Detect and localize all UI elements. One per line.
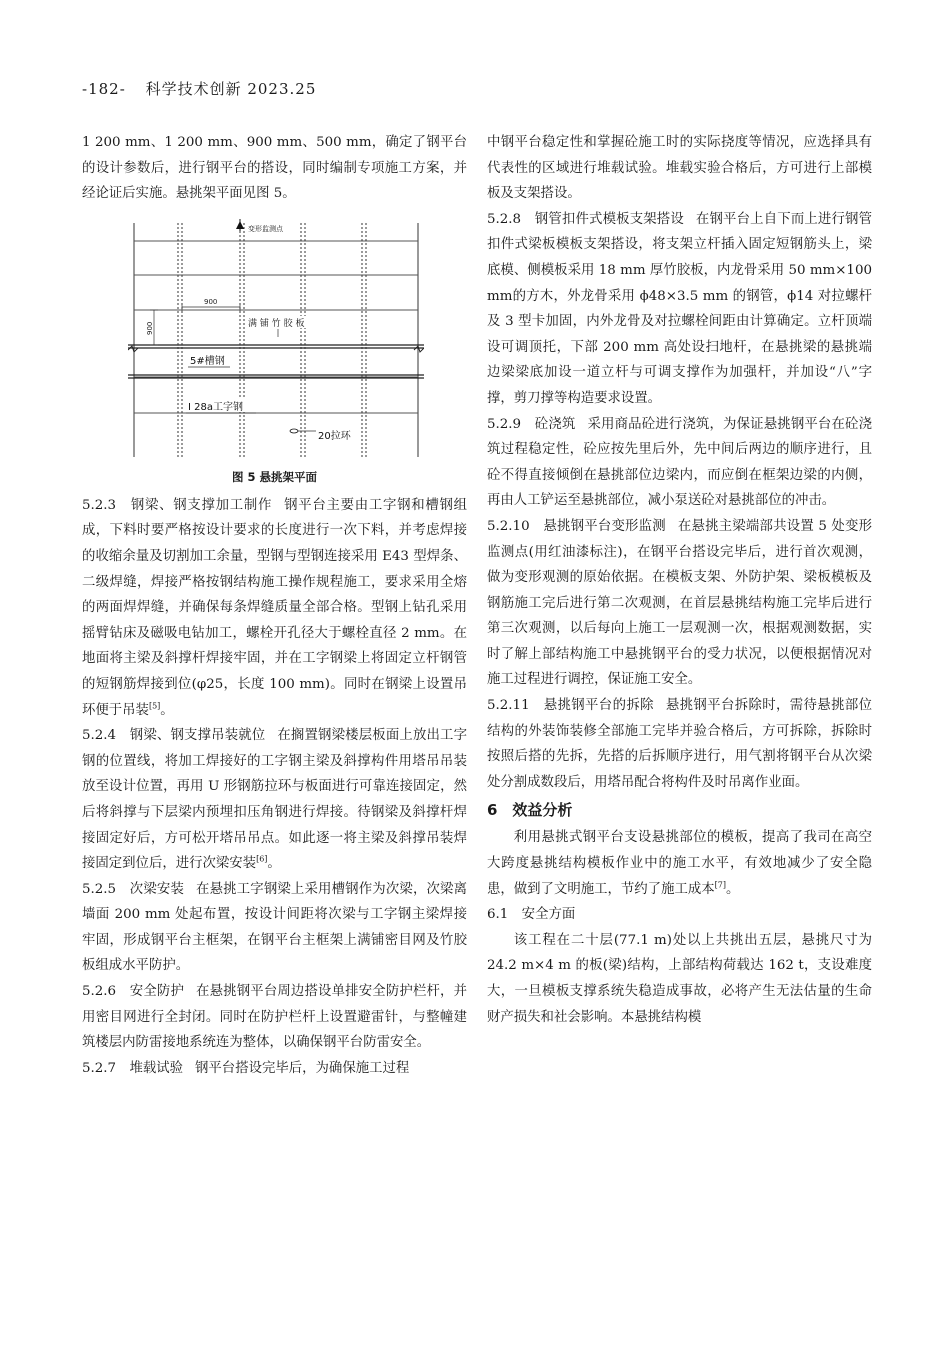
label-ring: 20拉环 <box>318 430 351 442</box>
paragraph-intro: 1 200 mm、1 200 mm、900 mm、500 mm，确定了钢平台的设计参数后，进行钢平台的搭设，同时编制专项施工方案，并经论证后实施。悬挑架平面见图 5。 <box>82 135 467 202</box>
label-channel: 5#槽钢 <box>190 355 225 367</box>
section-5-2-6: 5.2.6 安全防护 在悬挑钢平台周边搭设单排安全防护栏杆，并用密目网进行全封闭。同时在防护栏杆上设置避雷针，与整幢建筑楼层内防雷接地系统连为整体，以确保钢平台防雷安全。 <box>82 984 468 1051</box>
paragraph-continued: 中钢平台稳定性和掌握砼施工时的实际挠度等情况，应选择具有代表性的区域进行堆载试验。堆载实验合格后，方可进行上部模板及支架搭设。 <box>487 135 872 202</box>
heading-5-2-9: 5.2.9 砼浇筑 <box>487 416 576 432</box>
label-monitor: 变形监测点 <box>248 224 283 233</box>
section-5-2-3: 5.2.3 钢梁、钢支撑加工制作 钢平台主要由工字钢和槽钢组成，下料时要严格按设计要求的长度进行一次下料，并考虑焊接的收缩余量及切割加工余量，型钢与型钢连接采用 E43 型焊条、二级焊缝，焊接严格按钢结构施工操作规程施工，要求采用全熔的两面焊焊缝，并确保每条焊缝质量全部合格。型钢上钻孔采用摇臂钻床及磁吸电钻加工，螺栓开孔径大于螺栓直径 2 mm。在地面将主梁及斜撑杆焊接牢固，并在工字钢梁上将固定立杆钢管的短钢筋焊接到位(φ25，长度 100 mm)。同时在钢梁上设置吊环便于吊装[5]。 <box>82 497 468 718</box>
heading-5-2-10: 5.2.10 悬挑钢平台变形监测 <box>487 518 666 534</box>
heading-5-2-4: 5.2.4 钢梁、钢支撑吊装就位 <box>82 728 266 744</box>
section-6-title: 6 效益分析 <box>487 801 573 820</box>
paragraph-6-1: 该工程在二十层(77.1 m)处以上共挑出五层，悬挑尺寸为 24.2 m×4 m 的板(梁)结构，上部结构荷载达 162 t，支设难度大，一旦模板支撑系统失稳造成事故，必将产生无法估量的生命财产损失和社会影响。本悬挑结构模 <box>487 932 872 1025</box>
page-header <box>82 78 316 99</box>
page-number: -182- <box>82 80 126 98</box>
ref-6: [6] <box>256 854 268 864</box>
journal-name: 科学技术创新 2023.25 <box>145 80 317 98</box>
label-height: 900 <box>146 321 154 335</box>
cantilever-plan-drawing <box>128 217 424 463</box>
section-6-1-title: 6.1 安全方面 <box>487 907 576 923</box>
section-5-2-9: 5.2.9 砼浇筑 采用商品砼进行浇筑，为保证悬挑钢平台在砼浇筑过程稳定性，砼应按先里后外，先中间后两边的顺序进行，且砼不得直接倾倒在悬挑部位边梁内，而应倒在框架边梁的内侧，再由人工铲运至悬挑部位，减小泵送砼对悬挑部位的冲击。 <box>487 416 872 509</box>
section-5-2-10: 5.2.10 悬挑钢平台变形监测 在悬挑主梁端部共设置 5 处变形监测点(用红油漆标注)，在钢平台搭设完毕后，进行首次观测，做为变形观测的原始依据。在模板支架、外防护架、梁板模板及钢筋施工完后进行第二次观测，在首层悬挑结构施工完毕后进行第三次观测，以后每向上施工一层观测一次，根据观测数据，实时了解上部结构施工中悬挑钢平台的受力状况，以便根据情况对施工过程进行调控，保证施工安全。 <box>487 518 872 688</box>
heading-5-2-8: 5.2.8 钢管扣件式模板支架搭设 <box>487 211 684 227</box>
section-5-2-11: 5.2.11 悬挑钢平台的拆除 悬挑钢平台拆除时，需待悬挑部位结构的外装饰装修全部施工完毕并验合格后，方可拆除，拆除时按照后搭的先拆，先搭的后拆顺序进行，用气割将钢平台从次梁处分割成数段后，用塔吊配合将构件及时吊离作业面。 <box>487 698 873 790</box>
ring-icon <box>290 429 298 433</box>
heading-5-2-6: 5.2.6 安全防护 <box>82 984 185 1000</box>
heading-5-2-3: 5.2.3 钢梁、钢支撑加工制作 <box>82 497 273 513</box>
figure-caption: 图 5 悬挑架平面 <box>231 469 317 484</box>
section-5-2-8: 5.2.8 钢管扣件式模板支架搭设 在钢平台上自下而上进行钢管扣件式梁板模板支架搭设，将支架立杆插入固定短钢筋头上，梁底模、侧模板采用 18 mm 厚竹胶板，内龙骨采用 50 mm×100 mm的方木，外龙骨采用 ϕ48×3.5 mm 的钢管，ϕ14 对拉螺杆及 3 型卡加固，内外龙骨及对拉螺栓间距由计算确定。立杆顶端设可调顶托，下部 200 mm 高处设扫地杆，在悬挑梁的悬挑端边梁梁底加设一道立杆与可调支撑作为加强杆，并加设“八”字撑，剪刀撑等构造要求设置。 <box>487 211 872 406</box>
heading-5-2-5: 5.2.5 次梁安装 <box>82 881 185 897</box>
left-column <box>82 130 467 1081</box>
heading-5-2-7: 5.2.7 堆载试验 <box>82 1060 184 1076</box>
ref-5: [5] <box>148 701 161 711</box>
label-deck: 满 铺 竹 胶 板 <box>248 318 305 329</box>
section-5-2-7: 5.2.7 堆载试验 钢平台搭设完毕后，为确保施工过程 <box>82 1060 410 1076</box>
right-column <box>487 130 872 1030</box>
section-5-2-4: 5.2.4 钢梁、钢支撑吊装就位 在搁置钢梁楼层板面上放出工字钢的位置线，将加工焊接好的工字钢主梁及斜撑构件用塔吊吊装放至设计位置，再用 U 形钢筋拉环与板面进行可靠连接固定，然后将斜撑与下层梁内预埋扣压角钢进行焊接。待钢梁及斜撑杆焊接固定好后，方可松开塔吊吊点。如此逐一将主梁及斜撑吊装焊接固定到位后，进行次梁安装[6]。 <box>82 728 468 872</box>
paragraph-6: 利用悬挑式钢平台支设悬挑部位的模板，提高了我司在高空大跨度悬挑结构模板作业中的施工水平，有效地减少了安全隐患，做到了文明施工，节约了施工成本[7]。 <box>487 830 872 897</box>
figure-5 <box>82 217 467 463</box>
label-span: 900 <box>204 297 218 306</box>
section-5-2-5: 5.2.5 次梁安装 在悬挑工字钢梁上采用槽钢作为次梁，次梁离墙面 200 mm 处起布置，按设计间距将次梁与工字钢主梁焊接牢固，形成钢平台主框架，在钢平台主框架上满铺密目网及竹胶板组成水平防护。 <box>82 881 468 974</box>
heading-5-2-11: 5.2.11 悬挑钢平台的拆除 <box>487 698 654 714</box>
ref-7: [7] <box>714 880 726 890</box>
label-ibeam: I 28a工字钢 <box>188 401 243 413</box>
